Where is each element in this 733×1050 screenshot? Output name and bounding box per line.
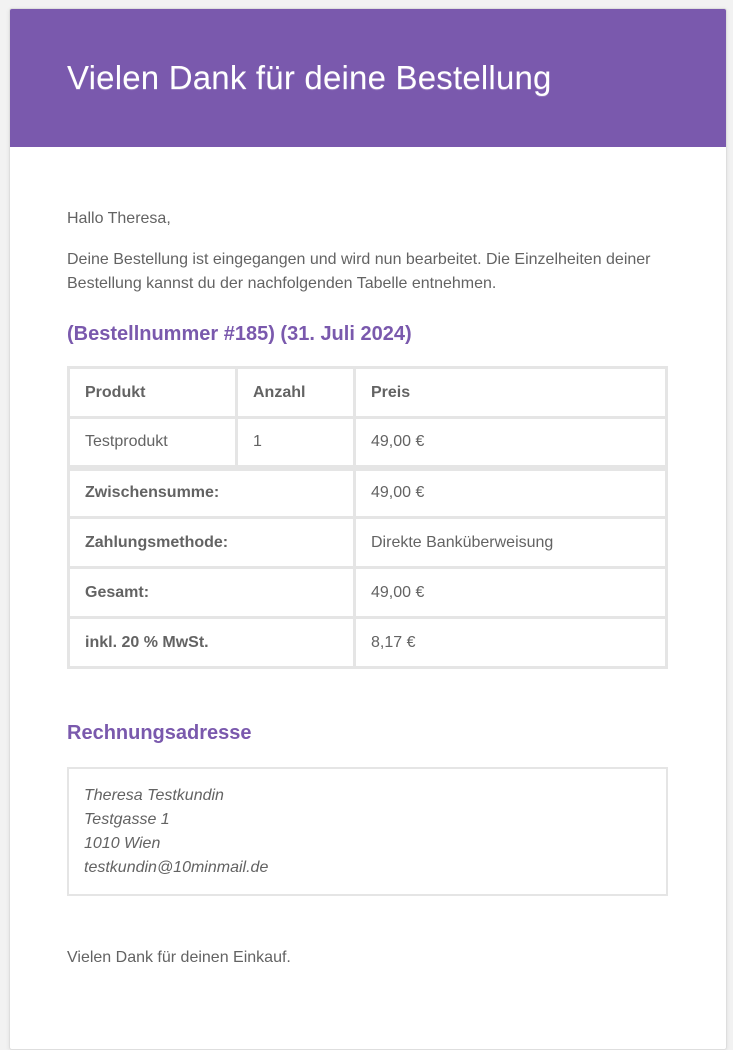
totals-row-tax (69, 618, 667, 668)
column-header-price: Preis (355, 368, 667, 418)
order-heading: (Bestellnummer #185) (31. Juli 2024) (67, 323, 412, 345)
payment-method-label: Zahlungsmethode: (69, 518, 355, 568)
order-table (67, 366, 668, 669)
subtotal-value: 49,00 € (355, 468, 667, 518)
email-header (10, 9, 726, 147)
billing-address-heading: Rechnungsadresse (67, 722, 252, 744)
billing-address-box (67, 767, 668, 896)
thanks-text: Vielen Dank für deinen Einkauf. (67, 949, 291, 966)
billing-email-link[interactable]: testkundin@10minmail.de (84, 859, 269, 876)
item-quantity: 1 (237, 418, 355, 468)
item-price: 49,00 € (355, 418, 667, 468)
item-product-name: Testprodukt (69, 418, 237, 468)
email-title: Vielen Dank für deine Bestellung (67, 59, 552, 96)
email-body (10, 147, 726, 970)
payment-method-value: Direkte Banküberweisung (355, 518, 667, 568)
order-item-row (69, 418, 667, 468)
billing-name: Theresa Testkundin (84, 787, 224, 804)
column-header-quantity: Anzahl (237, 368, 355, 418)
totals-row-total (69, 568, 667, 618)
greeting-text: Hallo Theresa, (67, 210, 171, 227)
email-container (9, 8, 727, 1050)
intro-text: Deine Bestellung ist eingegangen und wird nun bearbeitet. Die Einzelheiten deiner Bestellung kannst du der nachfolgenden Tabelle entnehmen. (67, 251, 651, 292)
order-table-header-row (69, 368, 667, 418)
tax-label: inkl. 20 % MwSt. (69, 618, 355, 668)
billing-street: Testgasse 1 (84, 811, 170, 828)
total-value: 49,00 € (355, 568, 667, 618)
tax-value: 8,17 € (355, 618, 667, 668)
totals-row-payment-method (69, 518, 667, 568)
column-header-product: Produkt (69, 368, 237, 418)
totals-row-subtotal (69, 468, 667, 518)
subtotal-label: Zwischensumme: (69, 468, 355, 518)
billing-city: 1010 Wien (84, 835, 161, 852)
total-label: Gesamt: (69, 568, 355, 618)
